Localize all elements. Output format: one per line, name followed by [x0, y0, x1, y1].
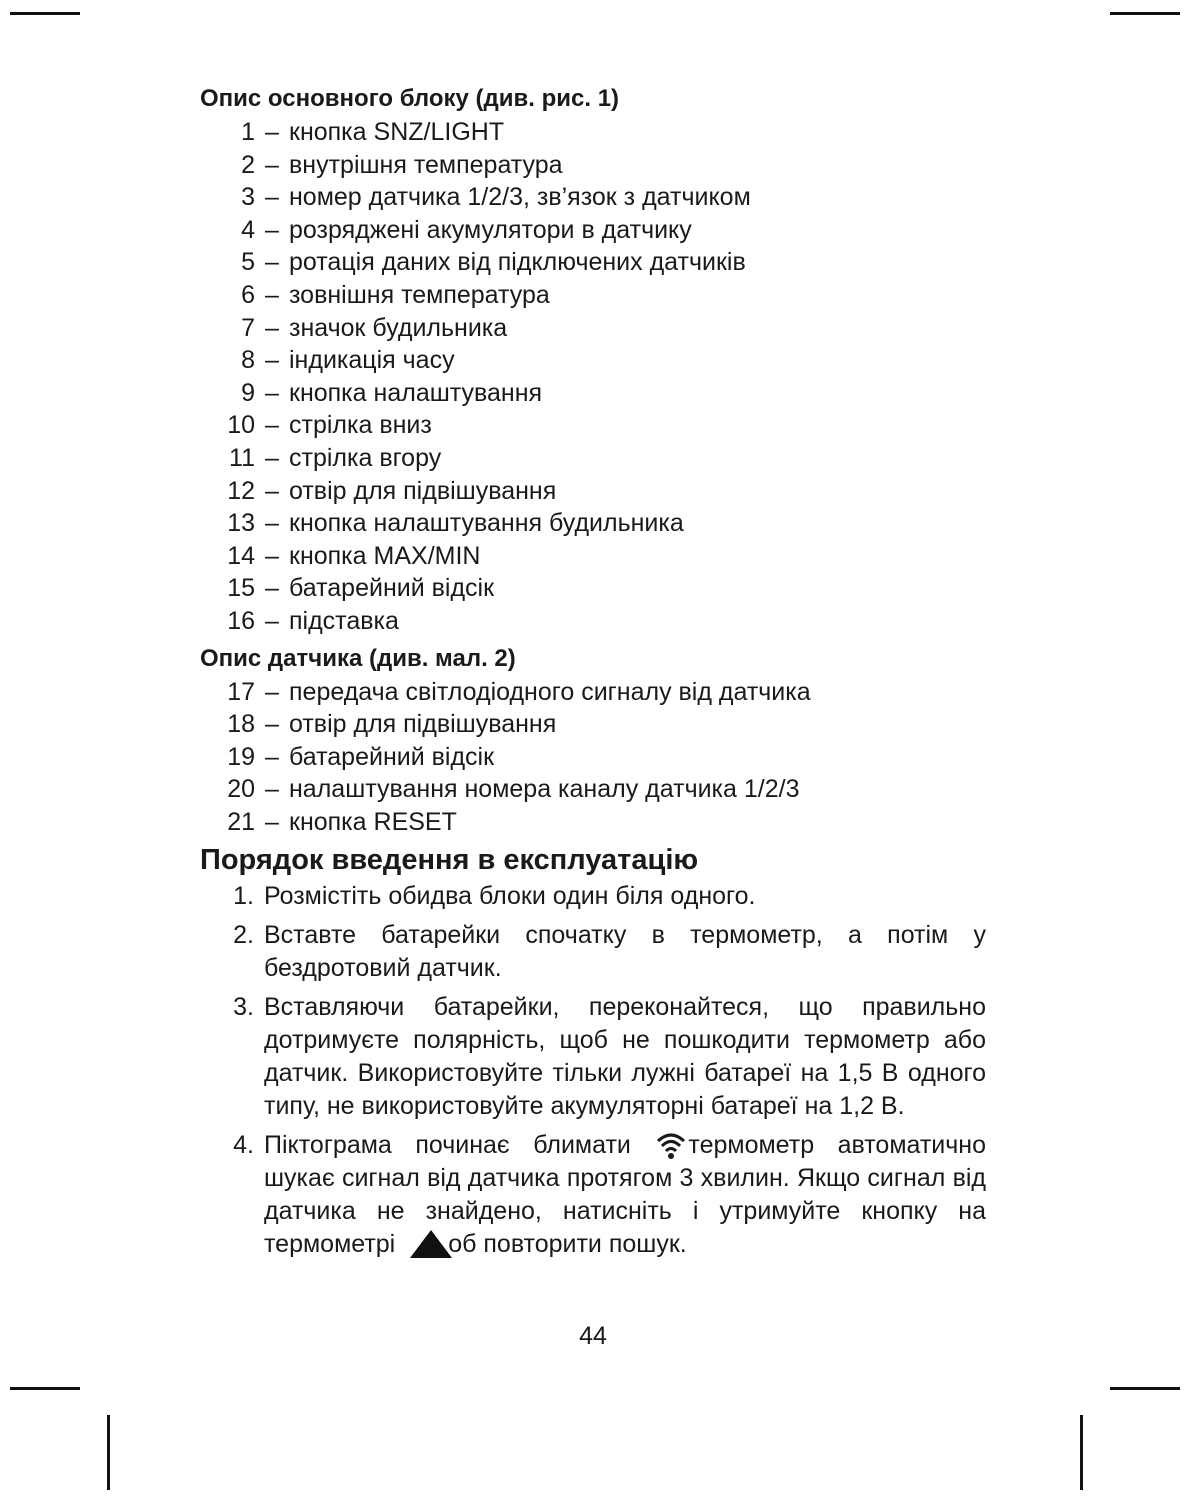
item-number: 10 [227, 411, 255, 440]
setup-step [200, 1129, 986, 1261]
main-unit-list [200, 116, 1000, 638]
step-number: 3. [233, 993, 254, 1022]
item-dash: – [265, 677, 279, 706]
item-number: 15 [227, 574, 255, 603]
item-number: 16 [227, 606, 255, 635]
item-text: кнопка RESET [289, 807, 457, 836]
item-number: 1 [241, 118, 255, 146]
list-item [200, 149, 1000, 182]
item-number: 2 [241, 150, 255, 179]
item-number: 7 [241, 313, 255, 342]
item-text: батарейний відсік [289, 574, 495, 603]
item-text: налаштування номера каналу датчика 1/2/3 [289, 775, 800, 804]
step-text: Вставляючи батарейки, переконайтеся, що правильно дотримуєте полярність, щоб не пошкодити термометр або датчик. Використовуйте тільки лужні батареї на 1,5 В одного типу, не використовуйте акумуляторні батареї на 1,2 В. [264, 993, 986, 1121]
item-dash: – [265, 509, 279, 538]
item-text: внутрішня температура [289, 150, 563, 179]
list-item [200, 676, 1000, 709]
list-item [200, 507, 1000, 540]
item-number: 19 [227, 742, 255, 771]
list-item [200, 409, 1000, 442]
item-text: кнопка SNZ/LIGHT [289, 118, 505, 146]
item-dash: – [265, 313, 279, 342]
item-dash: – [265, 606, 279, 635]
item-dash: – [265, 378, 279, 407]
item-number: 3 [241, 183, 255, 212]
list-item [200, 605, 1000, 638]
item-text: кнопка MAX/MIN [289, 541, 481, 570]
item-dash: – [265, 183, 279, 212]
item-dash: – [265, 541, 279, 570]
item-text: батарейний відсік [289, 742, 495, 771]
item-text: значок будильника [289, 313, 508, 342]
item-number: 18 [227, 710, 255, 739]
list-item [200, 246, 1000, 279]
item-text: номер датчика 1/2/3, зв’язок з датчиком [289, 183, 751, 212]
list-item [200, 116, 1000, 149]
item-text: ротація даних від підключених датчиків [289, 248, 746, 277]
setup-steps [200, 880, 986, 1261]
crop-mark-vertical-left [107, 1415, 110, 1490]
item-text: зовнішня температура [289, 280, 550, 309]
step-number: 2. [233, 921, 254, 950]
item-number: 4 [241, 215, 255, 244]
item-dash: – [265, 411, 279, 440]
item-text: передача світлодіодного сигналу від датчика [289, 677, 811, 706]
item-text: отвір для підвішування [289, 476, 557, 505]
item-number: 5 [241, 248, 255, 277]
item-dash: – [265, 346, 279, 375]
item-text: кнопка налаштування [289, 378, 543, 407]
crop-mark-bottom-right [1110, 1387, 1180, 1390]
list-item [200, 344, 1000, 377]
item-text: стрілка вниз [289, 411, 432, 440]
crop-mark-vertical-right [1080, 1415, 1083, 1490]
item-number: 8 [241, 346, 255, 375]
sensor-list [200, 676, 1000, 839]
list-item [200, 312, 1000, 345]
crop-mark-top-left [10, 12, 80, 15]
item-text: кнопка налаштування будильника [289, 509, 684, 538]
item-dash: – [265, 215, 279, 244]
item-number: 6 [241, 280, 255, 309]
section-title-main-unit: Опис основного блоку (див. рис. 1) [200, 85, 620, 112]
item-dash: – [265, 118, 279, 146]
item-number: 13 [227, 509, 255, 538]
item-text: підставка [289, 606, 399, 635]
signal-icon [656, 1130, 686, 1160]
item-dash: – [265, 443, 279, 472]
list-item [200, 377, 1000, 410]
list-item [200, 475, 1000, 508]
page-content [200, 82, 1000, 1261]
item-text: розряджені акумулятори в датчику [289, 215, 692, 244]
step-number: 1. [233, 882, 254, 911]
item-number: 14 [227, 541, 255, 570]
item-text: стрілка вгору [289, 443, 442, 472]
list-item [200, 572, 1000, 605]
setup-step [200, 919, 986, 985]
item-dash: – [265, 574, 279, 603]
item-number: 12 [227, 476, 255, 505]
page-number: 44 [579, 1322, 607, 1350]
list-item [200, 214, 1000, 247]
step-text: Розмістіть обидва блоки один біля одного. [264, 882, 756, 911]
item-number: 9 [241, 378, 255, 407]
crop-mark-top-right [1110, 12, 1180, 15]
item-dash: – [265, 807, 279, 836]
list-item [200, 442, 1000, 475]
item-text: отвір для підвішування [289, 710, 557, 739]
item-number: 21 [227, 807, 255, 836]
section-title-setup: Порядок введення в експлуатацію [200, 844, 699, 877]
step-number: 4. [233, 1131, 254, 1160]
section-title-sensor: Опис датчика (див. мал. 2) [200, 644, 516, 672]
setup-step [200, 880, 986, 913]
item-dash: – [265, 248, 279, 277]
item-number: 20 [227, 775, 255, 804]
item-dash: – [265, 775, 279, 804]
step-text: Піктограма починає блимати термометр автоматично шукає сигнал від датчика протягом 3 хвилин. Якщо сигнал від датчика не знайдено, натисніть і утримуйте кнопку на термометрі об повторити пошук. [264, 1131, 987, 1259]
crop-mark-bottom-left [10, 1387, 80, 1390]
list-item [200, 279, 1000, 312]
list-item [200, 540, 1000, 573]
list-item [200, 181, 1000, 214]
item-dash: – [265, 710, 279, 739]
list-item [200, 708, 1000, 741]
list-item [200, 741, 1000, 774]
setup-step [200, 991, 986, 1123]
list-item [200, 806, 1000, 839]
item-dash: – [265, 150, 279, 179]
item-text: індикація часу [289, 346, 455, 375]
item-dash: – [265, 280, 279, 309]
step-text: Вставте батарейки спочатку в термометр, а потім у бездротовий датчик. [264, 921, 986, 983]
item-dash: – [265, 742, 279, 771]
item-number: 11 [229, 443, 255, 472]
list-item [200, 773, 1000, 806]
item-dash: – [265, 476, 279, 505]
item-number: 17 [227, 677, 255, 706]
